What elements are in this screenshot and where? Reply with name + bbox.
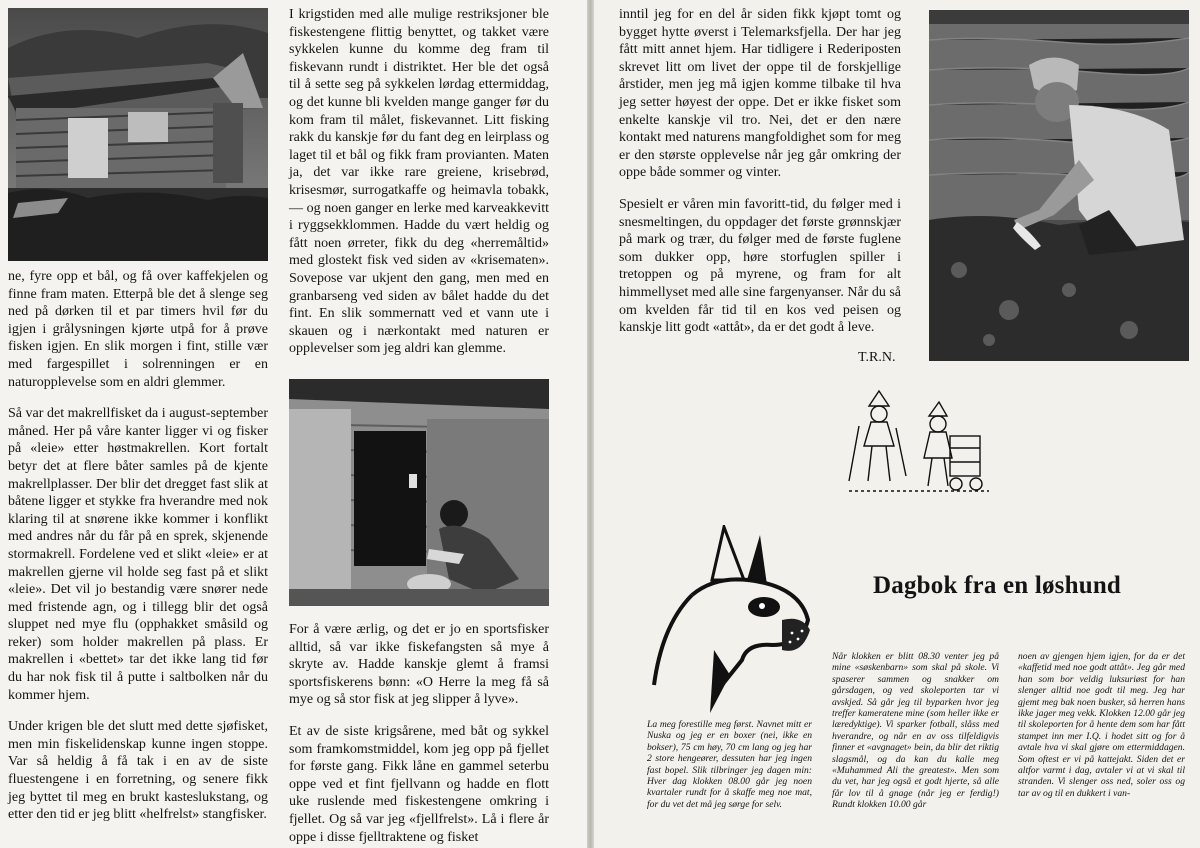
children-drawing-graphic xyxy=(844,386,994,498)
paragraph: Et av de siste krigsårene, med båt og sykkel som framkomstmiddel, kom jeg opp på fjellet for første gang. Fikk låne en gammel seterbu oppe ved et fint fjellvann og hadde en flott uke ruslende med fiskestengene omkring i fjellet. Og så var jeg «fjellfrelst». Lå i flere år oppe i disse fjelltraktene og fisket xyxy=(289,723,549,845)
drawing-boxer-dog-head xyxy=(652,525,812,715)
paragraph: Så var det makrellfisket da i august-september måned. Her på våre kanter ligger vi og fisker på «leie» etter høstmakrellen. Kort fortalt betyr det at flere båter samles på de kjente makrellplasser. Der blir det dregget fast slik at båtene ligger et stykke fra hverandre med nok klaring til at snørene ikke kommer i konflikt med andres når du får på en sprek, skjenende stormakrell. Fordelene ved et slikt «leie» er at makrellen gjerne vil holde seg fast på et slikt «leie». Det vil jo bestandig være snører nede med fristende agn, og i tillegg blir det også sluppet ned mye flu (opphakket småsild og reker) som holder makrellen på plass. Er makrellen i «bettet» tar det ikke lang tid før du har nok fisk til å putte i saltbolken når du kommer hjem. xyxy=(8,406,268,703)
paragraph: Spesielt er våren min favoritt-tid, du følger med i snesmeltingen, du oppdager det første grønnskjær på mark og trær, du følger med de første fuglene som dukker opp, høre storfuglen spiller i tretoppen og på myrene, og fram for alt himmellyset med alle sine fargenyanser. Når du så om kvelden får tid til en kos ved peisen og kanskje litt godt «attåt», da er det godt å leve. xyxy=(619,196,901,336)
right-column-1 xyxy=(619,6,901,337)
left-column-2 xyxy=(289,6,549,358)
paragraph: I krigstiden med alle mulige restriksjoner ble fiskestengene flittig benyttet, og takket være sykkelen kunne du komme deg fram til fiskevann rundt i distriktet. Her ble det også til å sette seg på sykkelen lørdag ettermiddag, og det kunne bli kvelden mange ganger før du kom fram til målet, fiskevannet. Litt fisking rakk du kanskje før du fant deg en leirplass og laget til et bål og fikk fram provianten. Maten ja, det var ikke rare greiene, krisebrød, krisesmør, surrogatkaffe og heimavla tobakk, — og noen ganger en lerke med karveakkevitt i ryggsekklommen. Hadde du vært heldig og fått noen ørreter, fikk du deg «herremåltid» med glostekt fisk ved siden av «krisematen». Sovepose var ukjent den gang, men med en granbarseng ved siden av bålet hadde du det fint. En slik sommernatt ved et vann ute i skauen og i nærkontakt med naturen er opplevelser som jeg aldri kan glemme. xyxy=(289,7,549,357)
paragraph: Når klokken er blitt 08.30 venter jeg på mine «søskenbarn» som skal på skole. Vi spaserer sammen og snakker om gårsdagen, og ved skoleporten tar vi avskjed. Så går jeg til byparken hvor jeg treffer kameratene mine (som heller ikke er læredyktige). Vi sparker fotball, slåss med hverandre, og når en av oss tilfeldigvis finner et «avgnaget» bein, da blir det riktig slagsmål, og da kan du kalle meg «Muhammed Ali the greatest». Men som du vet, har jeg også et godt hjerte, så alle får lov til å gnage (når jeg er ferdig!) Rundt klokken 10.00 går xyxy=(832,651,999,811)
italic-column-1 xyxy=(647,719,812,810)
page-gutter xyxy=(587,0,594,848)
photo-cabin-with-sod-roof xyxy=(8,8,268,261)
italic-column-3 xyxy=(1018,651,1185,799)
photo-man-at-cabin-door xyxy=(289,379,549,606)
drawing-children-in-winter xyxy=(844,386,994,498)
paragraph: For å være ærlig, og det er jo en sportsfisker alltid, så var ikke fiskefangsten så mye å skryte av. Hadde kanskje glemt å framsi sportsfiskerens bønn: «O Herre la meg få så mye og så stor fisk at jeg slipper å lyve». xyxy=(289,622,549,708)
italic-column-2 xyxy=(832,651,999,811)
paragraph: inntil jeg for en del år siden fikk kjøpt tomt og bygget hytte øverst i Telemarksfjella. Der har jeg fått mitt annet hjem. Har tidligere i Rederiposten skrevet litt om livet der oppe til de forskjellige årstider, men jeg må igjen komme tilbake til hva jeg setter høyest der oppe. Det er ikke fisket som enkelte kanskje vil tro. Nei, det er den nære kontakt med naturens mangfoldighet som for meg er den største opplevelse når jeg går omkring der oppe både sommer og vinter. xyxy=(619,7,901,181)
paragraph: ne, fyre opp et bål, og få over kaffekjelen og finne fram maten. Etterpå ble det å slenge seg ned på dørken til et par timers hvil før du igjen i grålysningen kjørte utpå for å prøve fisken igjen. En slik morgen i fint, stille vær med fargespillet i solrenningen er en naturopplevelse som en aldri glemmer. xyxy=(8,269,268,390)
dog-drawing-graphic xyxy=(652,525,812,715)
photo-man-with-fish-at-water xyxy=(929,10,1189,361)
paragraph: noen av gjengen hjem igjen, for da er det «kaffetid med noe godt attåt». Jeg går med han som bor veldig luksuriøst for han slenger alltid noe godt til meg. Jeg har gjemt meg bak noen busker, så herren hans ikke jager meg vekk. Klokken 12.00 går jeg til skoleporten for å hente dem som har fått stampet inn mer I.Q. i hodet sitt og for å avtale hva vi skal gjøre om ettermiddagen. Som oftest er vi på kattejakt. Siden det er altfor varmt i dag, avtaler vi at vi skal til stranden. Vi slenger oss ned, soler oss og tar av og til en dukkert i van- xyxy=(1018,651,1185,799)
right-page xyxy=(594,0,1200,848)
paragraph: La meg forestille meg først. Navnet mitt er Nuska og jeg er en boxer (nei, ikke en bokser), 75 cm høy, 70 cm lang og jeg har 2 store hengeører, dessuten har jeg ingen fast bopel. Slik tilbringer jeg dagen min: Hver dag klokken 08.00 går jeg noen kvartaler rundt for å skaffe meg noe mat, for du vet det må jeg sørge for selv. xyxy=(647,719,812,810)
angler-photo-graphic xyxy=(929,10,1189,361)
left-column-2-bottom xyxy=(289,621,549,846)
left-page xyxy=(0,0,587,848)
paragraph: Under krigen ble det slutt med dette sjøfisket, men min fiskelidenskap kunne ingen stoppe. Var så heldig å få tak i en av de siste fluestengene i en forretning, og senere fikk jeg byttet til meg en brukt kasteslukstang, og etter den tid er jeg blitt «helfrelst» stangfisker. xyxy=(8,719,268,823)
cabin-door-photo-graphic xyxy=(289,379,549,606)
article-title: Dagbok fra en løshund xyxy=(873,572,1122,599)
left-column-1 xyxy=(8,268,268,824)
author-signature: T.R.N. xyxy=(858,350,896,365)
cabin-photo-graphic xyxy=(8,8,268,261)
